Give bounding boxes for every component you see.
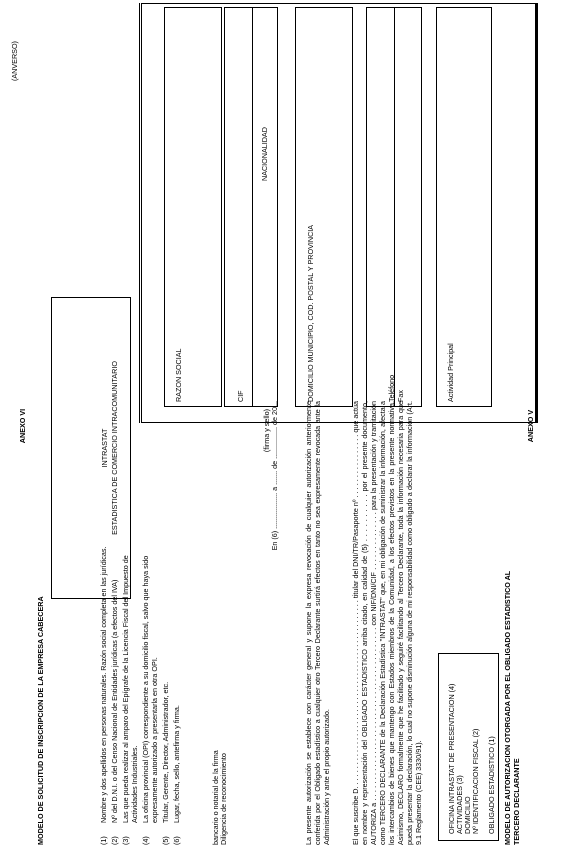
cif-field[interactable] bbox=[224, 7, 251, 407]
actividad-principal-field[interactable] bbox=[436, 7, 492, 407]
authorization-paragraph: El que suscribe D. . . . . . . . . . . . . . . . . . . . . . . . . . . . . . . . . . . . . . . . . . . . . . . titular del DNI/TR/Pasaporte nº . . . . . . . . . . . . . . . . que actúa en nombre y representación del OBLIGADO ESTADISTICO arriba citado, en calidad de (5) . . . . . . . . . . por el presente documento, AUTORIZA a . . . . . . . . . . . . . . . . . . . . . . . . . . . . . . . . . . . . . . . . . con NIF/DNI/CIF . . . . . . . . . . . . . . para la presentación y tramitación como TERCERO DECLARANTE de la Declaración Estadística "INTRASTAT" que, en mi obligación de suministrar la información, afecta a los intercambios de bienes que mantengo con Estados miembros de la Comunidad, a los efectos previstos en la presente normativa. Asimismo, DECLARO formalmente que he facilitado y seguiré facilitando al Tercero Declarante, toda la información necesaria para que pueda presentar la declaración, lo cual no supone disminución alguna de mi responsabilidad como obligado a declarar la información (Art. 9.1 Reglamento (CEE) 3330/91). bbox=[351, 401, 423, 845]
telefono-label: Teléfono bbox=[387, 374, 396, 402]
diligencia-line1: Diligencia de reconocimiento bbox=[219, 753, 228, 845]
nif-label: Nº IDENTIFICACION FISCAL (2) bbox=[471, 728, 480, 834]
anexo-v-title-line1: MODELO DE AUTORIZACION OTORGADA POR EL OBLIGADO ESTADISTICO AL bbox=[503, 570, 512, 845]
nacionalidad-label: NACIONALIDAD bbox=[260, 127, 269, 181]
domicilio-label: DOMICILIO MUNICIPIO, COD. POSTAL Y PROVINCIA bbox=[306, 224, 315, 402]
intrastat-label: INTRASTAT bbox=[100, 428, 109, 468]
obligado-estadistico-label: OBLIGADO ESTADISTICO (1) bbox=[487, 736, 496, 834]
form-bottom-double-rule bbox=[535, 3, 538, 423]
anexo-vi-title: MODELO DE SOLICITUD DE INSCRIPCION DE LA EMPRESA CABECERA bbox=[36, 596, 45, 845]
place-date-line: En (6) .................. a ....... de ................ de 20... bbox=[270, 401, 279, 551]
nacionalidad-field[interactable] bbox=[251, 7, 278, 407]
footnote-text: La oficina provincial (OPI) correspondiente a su domicilio fiscal, salvo que haya sido bbox=[141, 555, 150, 823]
footnote-number: (6) bbox=[172, 836, 181, 845]
footnote-text: Titular, Gerente, Director, Administrador, etc. bbox=[161, 681, 170, 823]
obligado-info-box bbox=[438, 653, 499, 841]
oficina-label: OFICINA INTRASTAT DE PRESENTACION (4) bbox=[447, 683, 456, 834]
domicilio-label: DOMICILIO bbox=[463, 796, 472, 834]
footnote-text: Las que pueda realizar al amparo del Epígrafe de la Licencia Fiscal del Impuesto de bbox=[121, 555, 130, 823]
fax-label: Fax bbox=[396, 390, 405, 402]
anexo-v-heading: ANEXO V bbox=[526, 409, 535, 443]
revocation-paragraph: La presente autorización se establece con carácter general y supone la expresa revocación de cualquier autorización anteriormente conferida por el Obligado estadístico a cualquier otro Tercero Declarante surtirá efectos en tanto no sea expresamente revocada ante la Administración y ante el propio autorizado. bbox=[304, 401, 331, 845]
telefono-fax-divider bbox=[394, 7, 395, 407]
anexo-vi-heading: ANEXO VI bbox=[18, 408, 27, 444]
footnote-text: Nº del D.N.I. o del Censo Nacional de Entidades jurídicas (a efectos del IVA) bbox=[110, 579, 119, 823]
razon-social-label: RAZON SOCIAL bbox=[174, 348, 183, 402]
actividad-label: Actividad Principal bbox=[446, 343, 455, 402]
diligencia-line2: bancario o notarial de la firma bbox=[211, 750, 220, 845]
footnote-number: (5) bbox=[161, 836, 170, 845]
anexo-v-title-line2: TERCERO DECLARANTE bbox=[512, 758, 521, 845]
form-top-double-rule bbox=[139, 3, 142, 423]
anverso-label: (ANVERSO) bbox=[10, 41, 19, 81]
signature-label: (firma y sello) bbox=[262, 409, 271, 453]
footnote-text: Lugar, fecha, sello, antefirma y firma. bbox=[172, 705, 181, 823]
razon-social-field[interactable] bbox=[164, 7, 222, 407]
footnote-number: (4) bbox=[141, 836, 150, 845]
footnote-number: (3) bbox=[121, 836, 130, 845]
comercio-label: ESTADISTICA DE COMERCIO INTRACOMUNITARIO bbox=[110, 361, 119, 535]
footnote-text: expresamente autorizado a presentarla en otra OPI. bbox=[150, 657, 159, 823]
cif-label: CIF bbox=[236, 390, 245, 402]
footnote-number: (2) bbox=[110, 836, 119, 845]
domicilio-field[interactable] bbox=[295, 7, 353, 407]
footnote-number: (1) bbox=[99, 836, 108, 845]
intrastat-header-box bbox=[51, 297, 131, 599]
footnote-text: Actividades Industriales. bbox=[130, 745, 139, 823]
footnote-text: Nombre y dos apellidos en personas naturales. Razón social completa en las jurídicas. bbox=[99, 546, 108, 823]
actividades-label: ACTIVIDADES (3) bbox=[455, 775, 464, 834]
